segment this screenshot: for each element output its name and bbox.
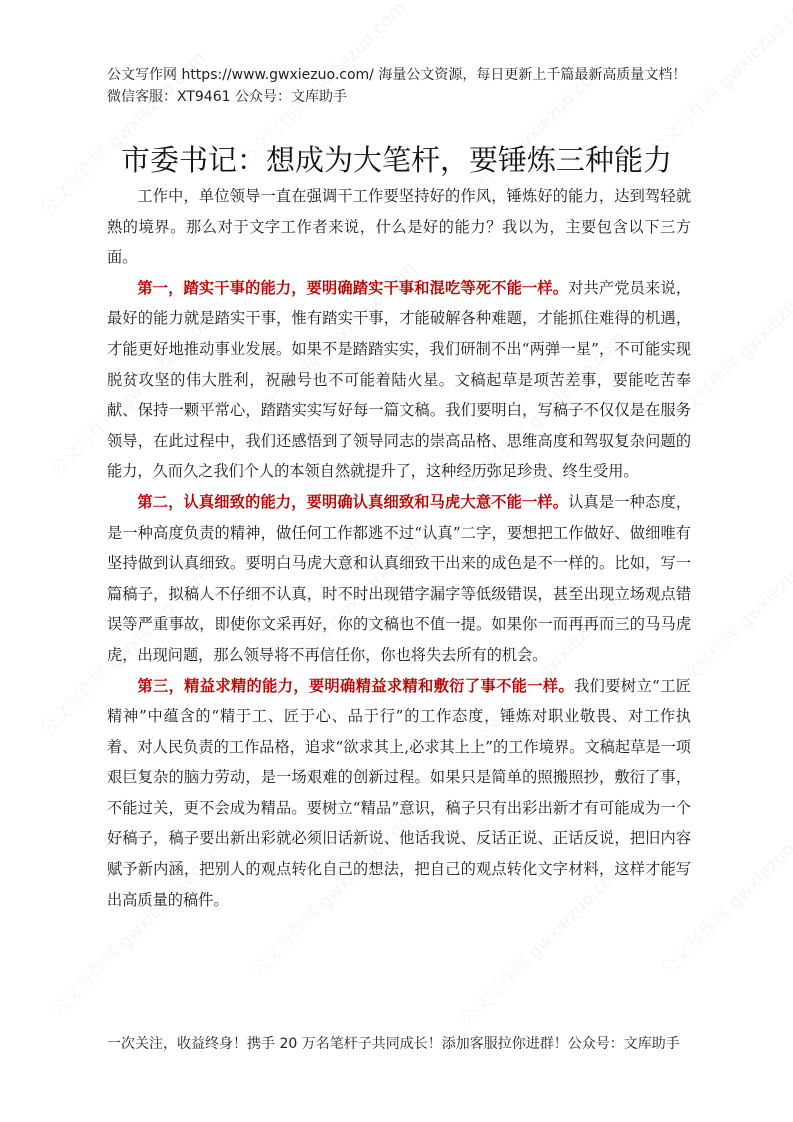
paragraph-lead: 第二，认真细致的能力，要明确认真细致和马虎大意不能一样。 [137, 492, 569, 511]
paragraph-second-ability [107, 487, 691, 671]
page-footer: 一次关注，收益终身！携手 20 万名笔杆子共同成长！添加客服拉你进群！公众号：文库助手 [107, 1036, 680, 1052]
paragraph-lead: 第三，精益求精的能力，要明确精益求精和敷衍了事不能一样。 [137, 676, 575, 695]
paragraph-text: 工作中，单位领导一直在强调干工作要坚持好的作风，锤炼好的能力，达到驾轻就熟的境界。那么对于文字工作者来说，什么是好的能力？我以为，主要包含以下三方面。 [107, 187, 691, 267]
paragraph-lead: 第一，踏实干事的能力，要明确踏实干事和混吃等死不能一样。 [137, 278, 569, 297]
article-body [107, 181, 691, 915]
paragraph-intro [107, 181, 691, 273]
paragraph-text: 我们要树立“工匠精神”中蕴含的“精于工、匠于心、品于行”的工作态度，锤炼对职业敬畏、对工作执着、对人民负责的工作品格，追求“欲求其上,必求其上上”的工作境界。文稿起草是一项艰巨复杂的脑力劳动，是一场艰难的创新过程。如果只是简单的照搬照抄，敷衍了事，不能过关，更不会成为精品。要树立“精品”意识，稿子只有出彩出新才有可能成为一个好稿子，稿子要出新出彩就必须旧话新说、他话我说、反话正说、正话反说，把旧内容赋予新内涵，把别人的观点转化自己的想法，把自己的观点转化文字材料，这样才能写出高质量的稿件。 [107, 676, 692, 909]
paragraph-text: 对共产党员来说，最好的能力就是踏实干事，惟有踏实干事，才能破解各种难题，才能抓住难得的机遇，才能更好地推动事业发展。如果不是踏踏实实，我们研制不出“两弹一星”，不可能实现脱贫攻坚的伟大胜利，祝融号也不可能着陆火星。文稿起草是项苦差事，要能吃苦奉献、保持一颗平常心，踏踏实实写好每一篇文稿。我们要明白，写稿子不仅仅是在服务领导，在此过程中，我们还感悟到了领导同志的崇高品格、思维高度和驾驭复杂问题的能力，久而久之我们个人的本领自然就提升了，这种经历弥足珍贵、终生受用。 [107, 278, 692, 481]
paragraph-first-ability [107, 273, 691, 487]
paragraph-text: 认真是一种态度，是一种高度负责的精神，做任何工作都逃不过“认真”二字，要想把工作做好、做细唯有坚持做到认真细致。要明白马虎大意和认真细致干出来的成色是不一样的。比如，写一篇稿子，拟稿人不仔细不认真，时不时出现错字漏字等低级错误，甚至出现立场观点错误等严重事故，即使你文采再好，你的文稿也不值一提。如果你一而再再而三的马马虎虎，出现问题，那么领导将不再信任你，你也将失去所有的机会。 [107, 492, 692, 664]
page-header: 公文写作网 https://www.gwxiezuo.com/ 海量公文资源，每日更新上千篇最新高质量文档！微信客服：XT9461 公众号：文库助手 [107, 67, 687, 105]
paragraph-third-ability [107, 671, 691, 916]
page-title: 市委书记：想成为大笔杆，要锤炼三种能力 [120, 143, 672, 177]
